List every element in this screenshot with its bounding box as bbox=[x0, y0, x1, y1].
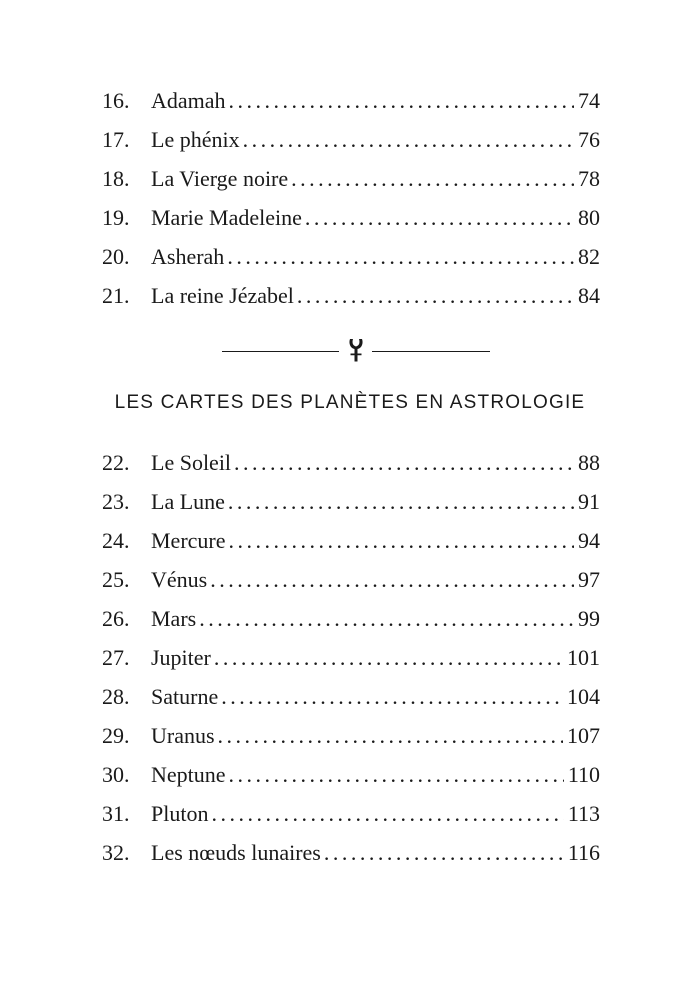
toc-entry-title: Saturne bbox=[151, 684, 219, 709]
toc-entry[interactable] bbox=[102, 521, 600, 560]
toc-entry-number: 18. bbox=[102, 166, 130, 191]
toc-entry[interactable] bbox=[102, 237, 600, 276]
toc-entry-number: 27. bbox=[102, 645, 130, 670]
toc-entry-page: 84 bbox=[578, 283, 600, 308]
toc-entry-page: 82 bbox=[578, 244, 600, 269]
toc-entry-page: 107 bbox=[567, 723, 600, 748]
dot-leader bbox=[243, 120, 574, 159]
toc-entry[interactable] bbox=[102, 276, 600, 315]
toc-entry-page: 76 bbox=[578, 127, 600, 152]
toc-entry[interactable] bbox=[102, 159, 600, 198]
toc-entry-title: La Vierge noire bbox=[151, 166, 289, 191]
toc-entry-page: 94 bbox=[578, 528, 600, 553]
toc-entry-number: 32. bbox=[102, 840, 130, 865]
section-heading: LES CARTES DES PLANÈTES EN ASTROLOGIE bbox=[114, 392, 586, 413]
toc-entry-number: 30. bbox=[102, 762, 130, 787]
toc-list-part-2 bbox=[102, 443, 600, 872]
dot-leader bbox=[214, 638, 563, 677]
toc-entry-page: 116 bbox=[567, 840, 600, 865]
toc-entry[interactable] bbox=[102, 81, 600, 120]
toc-entry-number: 26. bbox=[102, 606, 130, 631]
divider-rule-right bbox=[372, 351, 490, 352]
dot-leader bbox=[211, 794, 563, 833]
toc-entry-title: Marie Madeleine bbox=[151, 205, 302, 230]
toc-entry-number: 16. bbox=[102, 88, 130, 113]
toc-entry[interactable] bbox=[102, 599, 600, 638]
toc-entry-page: 113 bbox=[567, 801, 600, 826]
venus-symbol-icon bbox=[342, 336, 370, 366]
dot-leader bbox=[324, 833, 564, 872]
toc-entry[interactable] bbox=[102, 443, 600, 482]
dot-leader bbox=[228, 482, 574, 521]
dot-leader bbox=[227, 237, 574, 276]
toc-entry-number: 21. bbox=[102, 283, 130, 308]
divider-rule-left bbox=[222, 351, 339, 352]
toc-list-part-1 bbox=[102, 81, 600, 315]
toc-entry[interactable] bbox=[102, 833, 600, 872]
toc-entry[interactable] bbox=[102, 638, 600, 677]
toc-entry-number: 23. bbox=[102, 489, 130, 514]
toc-entry-page: 99 bbox=[578, 606, 600, 631]
toc-entry-number: 29. bbox=[102, 723, 130, 748]
toc-entry-title: Les nœuds lunaires bbox=[151, 840, 321, 865]
toc-entry-title: Vénus bbox=[151, 567, 208, 592]
toc-entry-title: Mercure bbox=[151, 528, 226, 553]
toc-entry-number: 31. bbox=[102, 801, 130, 826]
toc-entry-page: 97 bbox=[578, 567, 600, 592]
toc-entry-number: 17. bbox=[102, 127, 130, 152]
toc-entry-title: La reine Jézabel bbox=[151, 283, 294, 308]
toc-entry-title: Uranus bbox=[151, 723, 215, 748]
toc-entry-number: 19. bbox=[102, 205, 130, 230]
dot-leader bbox=[199, 599, 574, 638]
toc-entry-number: 20. bbox=[102, 244, 130, 269]
toc-entry-page: 91 bbox=[578, 489, 600, 514]
dot-leader bbox=[297, 276, 574, 315]
toc-entry[interactable] bbox=[102, 677, 600, 716]
toc-entry-title: Asherah bbox=[151, 244, 225, 269]
toc-entry-title: Le phénix bbox=[151, 127, 240, 152]
toc-entry-title: Pluton bbox=[151, 801, 209, 826]
dot-leader bbox=[210, 560, 574, 599]
toc-entry[interactable] bbox=[102, 716, 600, 755]
dot-leader bbox=[229, 81, 574, 120]
toc-entry-title: La Lune bbox=[151, 489, 225, 514]
toc-entry[interactable] bbox=[102, 755, 600, 794]
dot-leader bbox=[234, 443, 574, 482]
toc-entry[interactable] bbox=[102, 198, 600, 237]
toc-entry-title: Mars bbox=[151, 606, 197, 631]
toc-entry-title: Le Soleil bbox=[151, 450, 232, 475]
toc-entry-title: Adamah bbox=[151, 88, 226, 113]
toc-entry-title: Neptune bbox=[151, 762, 226, 787]
toc-entry-number: 25. bbox=[102, 567, 130, 592]
dot-leader bbox=[229, 521, 574, 560]
dot-leader bbox=[229, 755, 564, 794]
dot-leader bbox=[305, 198, 574, 237]
toc-entry-page: 74 bbox=[578, 88, 600, 113]
toc-entry[interactable] bbox=[102, 482, 600, 521]
toc-entry-page: 80 bbox=[578, 205, 600, 230]
toc-entry[interactable] bbox=[102, 560, 600, 599]
toc-entry[interactable] bbox=[102, 120, 600, 159]
dot-leader bbox=[221, 677, 563, 716]
toc-entry-page: 78 bbox=[578, 166, 600, 191]
toc-entry-number: 22. bbox=[102, 450, 130, 475]
section-divider bbox=[222, 336, 490, 366]
dot-leader bbox=[291, 159, 574, 198]
dot-leader bbox=[218, 716, 563, 755]
toc-entry-page: 110 bbox=[567, 762, 600, 787]
toc-entry-number: 24. bbox=[102, 528, 130, 553]
toc-entry-page: 101 bbox=[567, 645, 600, 670]
toc-entry-page: 104 bbox=[567, 684, 600, 709]
toc-entry[interactable] bbox=[102, 794, 600, 833]
toc-entry-page: 88 bbox=[578, 450, 600, 475]
toc-entry-title: Jupiter bbox=[151, 645, 211, 670]
toc-entry-number: 28. bbox=[102, 684, 130, 709]
